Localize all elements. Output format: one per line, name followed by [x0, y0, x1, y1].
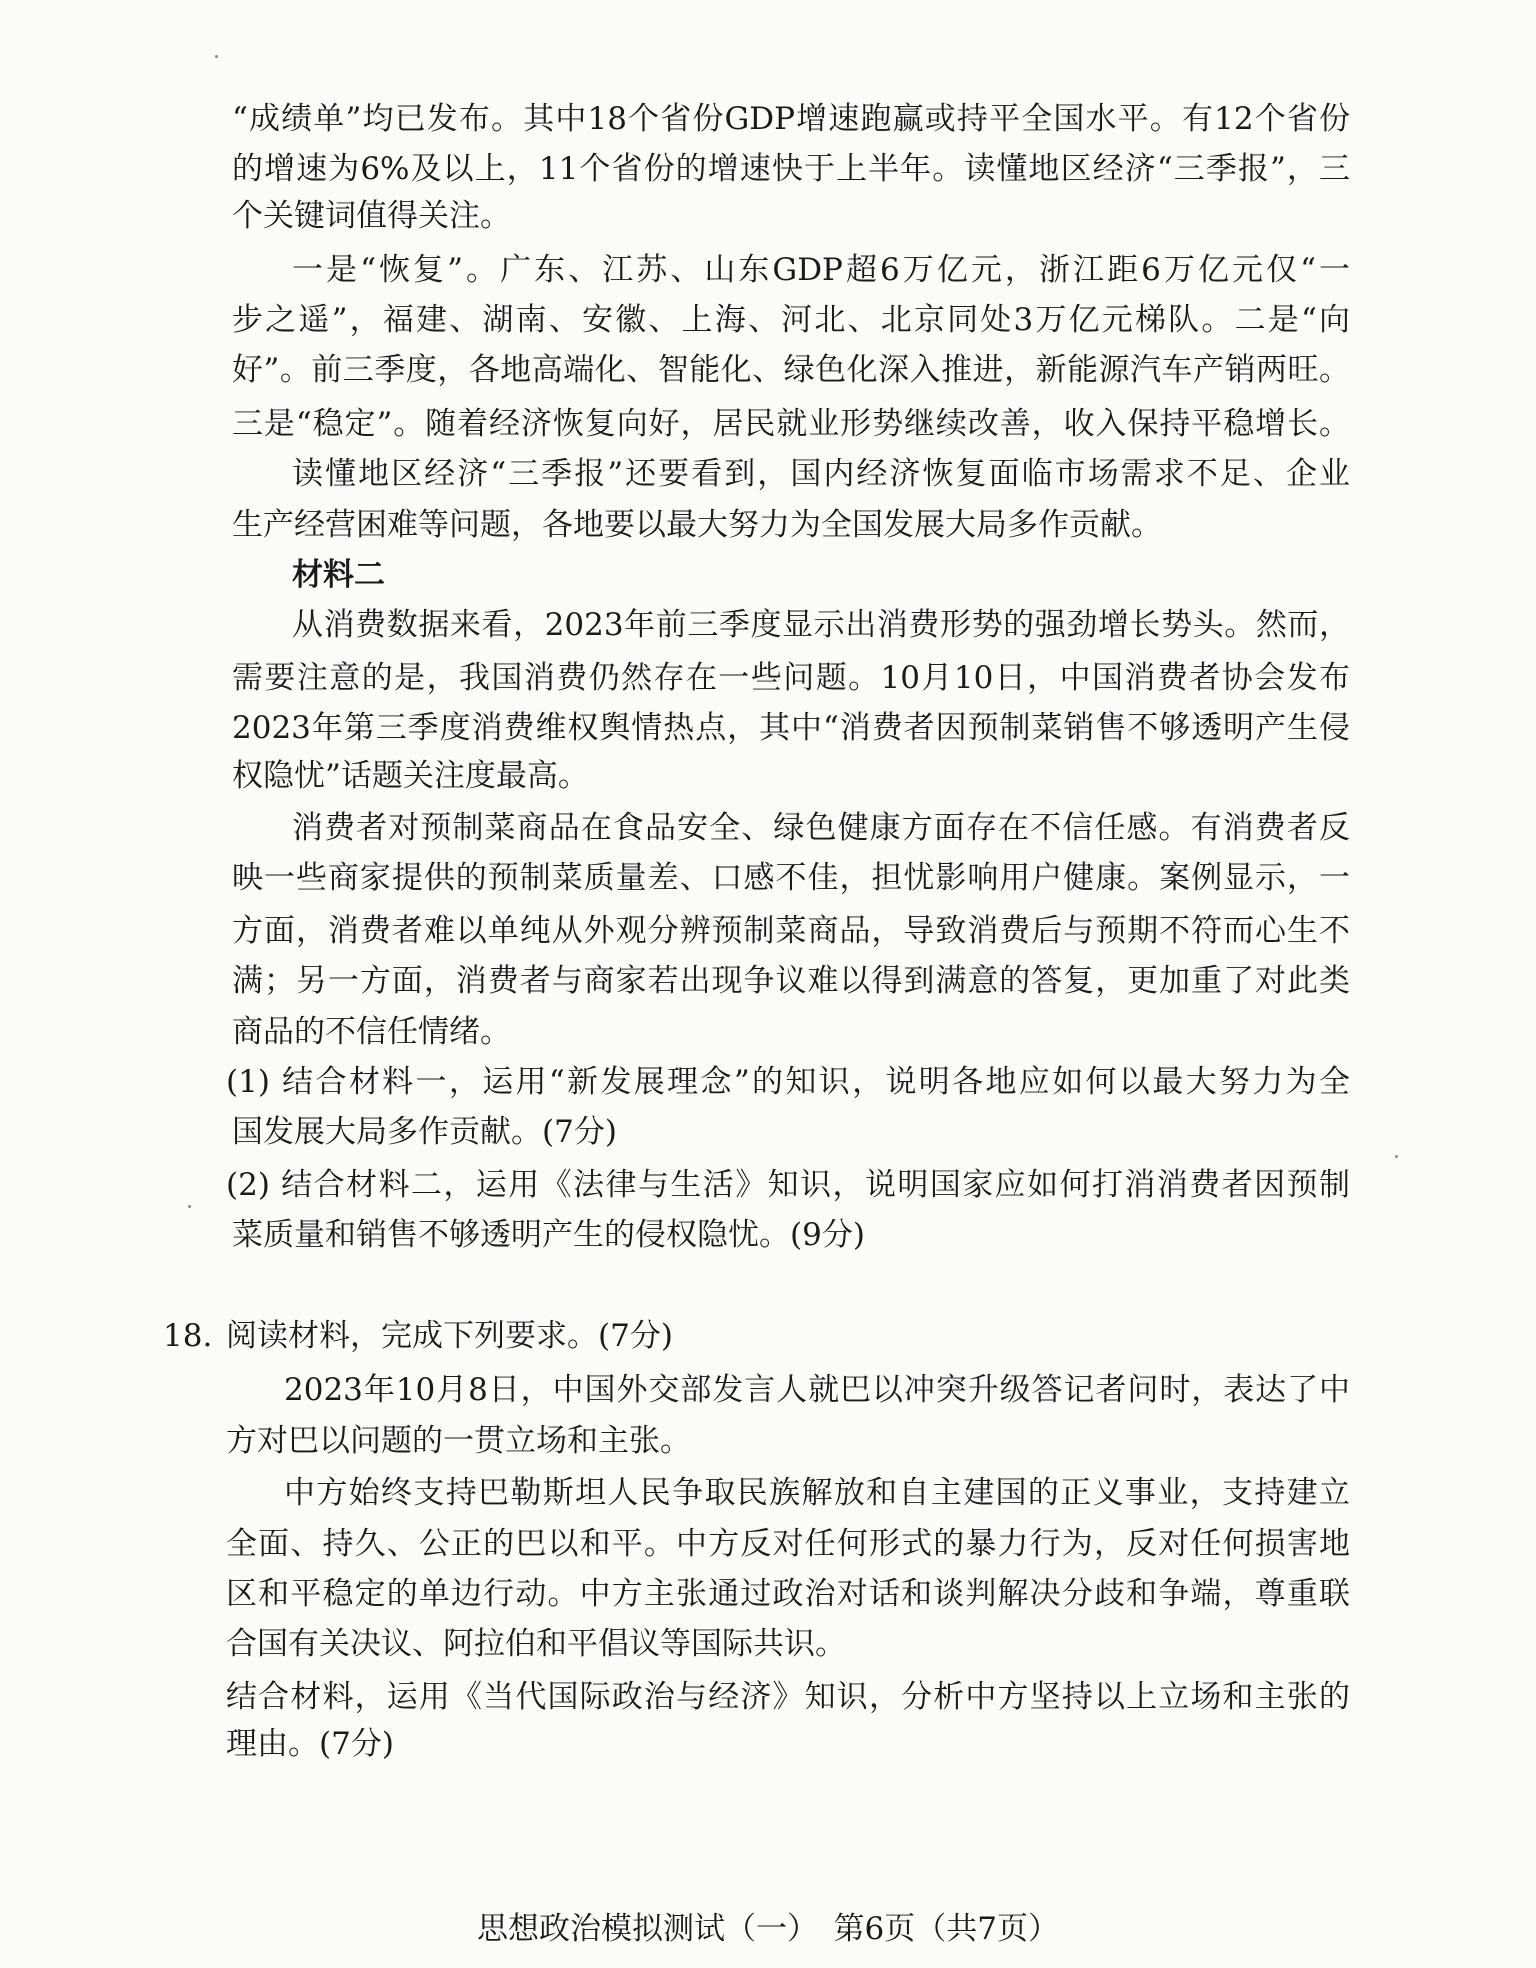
text-line: 需要注意的是，我国消费仍然存在一些问题。10月10日，中国消费者协会发布 [232, 660, 1350, 696]
section-heading: 材料二 [292, 557, 385, 593]
text-line: (2) 结合材料二，运用《法律与生活》知识，说明国家应如何打消消费者因预制 [226, 1167, 1350, 1203]
text-line: 消费者对预制菜商品在食品安全、绿色健康方面存在不信任感。有消费者反 [292, 810, 1350, 846]
text-line: 阅读材料，完成下列要求。(7分) [226, 1318, 673, 1354]
text-line: 个关键词值得关注。 [232, 198, 511, 234]
text-line: 好”。前三季度，各地高端化、智能化、绿色化深入推进，新能源汽车产销两旺。 [232, 352, 1350, 388]
scan-speck [215, 55, 218, 58]
text-line: 映一些商家提供的预制菜质量差、口感不佳，担忧影响用户健康。案例显示，一 [232, 860, 1350, 896]
text-line: 满；另一方面，消费者与商家若出现争议难以得到满意的答复，更加重了对此类 [232, 963, 1350, 999]
text-line: 读懂地区经济“三季报”还要看到，国内经济恢复面临市场需求不足、企业 [292, 456, 1350, 492]
scan-speck [1395, 1155, 1398, 1158]
scan-speck [188, 1205, 191, 1208]
text-line: “成绩单”均已发布。其中18个省份GDP增速跑赢或持平全国水平。有12个省份 [232, 101, 1350, 137]
text-line: 三是“稳定”。随着经济恢复向好，居民就业形势继续改善，收入保持平稳增长。 [232, 406, 1350, 442]
text-line: 2023年10月8日，中国外交部发言人就巴以冲突升级答记者问时，表达了中 [284, 1372, 1350, 1408]
text-line: 一是“恢复”。广东、江苏、山东GDP超6万亿元，浙江距6万亿元仅“一 [292, 252, 1350, 288]
text-line: 合国有关决议、阿拉伯和平倡议等国际共识。 [226, 1626, 846, 1662]
text-line: 生产经营困难等问题，各地要以最大努力为全国发展大局多作贡献。 [232, 507, 1162, 543]
text-line: 结合材料，运用《当代国际政治与经济》知识，分析中方坚持以上立场和主张的 [226, 1679, 1350, 1715]
text-line: 步之遥”，福建、湖南、安徽、上海、河北、北京同处3万亿元梯队。二是“向 [232, 302, 1350, 338]
text-line: 中方始终支持巴勒斯坦人民争取民族解放和自主建国的正义事业，支持建立 [284, 1475, 1350, 1511]
text-line: 全面、持久、公正的巴以和平。中方反对任何形式的暴力行为，反对任何损害地 [226, 1526, 1350, 1562]
text-line: 方对巴以问题的一贯立场和主张。 [226, 1423, 691, 1459]
text-line: 权隐忧”话题关注度最高。 [232, 758, 589, 794]
text-line: 菜质量和销售不够透明产生的侵权隐忧。(9分) [232, 1217, 865, 1253]
text-line: 国发展大局多作贡献。(7分) [232, 1114, 617, 1150]
text-line: 2023年第三季度消费维权舆情热点，其中“消费者因预制菜销售不够透明产生侵 [232, 710, 1350, 746]
question-number: 18. [163, 1318, 213, 1354]
text-line: 方面，消费者难以单纯从外观分辨预制菜商品，导致消费后与预期不符而心生不 [232, 913, 1350, 949]
text-line: 商品的不信任情绪。 [232, 1014, 511, 1050]
text-line: 区和平稳定的单边行动。中方主张通过政治对话和谈判解决分歧和争端，尊重联 [226, 1576, 1350, 1612]
text-line: 理由。(7分) [226, 1726, 394, 1762]
page-footer: 思想政治模拟测试（一） 第6页（共7页） [477, 1911, 1059, 1947]
text-line: (1) 结合材料一，运用“新发展理念”的知识，说明各地应如何以最大努力为全 [226, 1064, 1350, 1100]
text-line: 从消费数据来看，2023年前三季度显示出消费形势的强劲增长势头。然而， [292, 607, 1350, 643]
text-line: 的增速为6%及以上，11个省份的增速快于上半年。读懂地区经济“三季报”，三 [232, 151, 1350, 187]
